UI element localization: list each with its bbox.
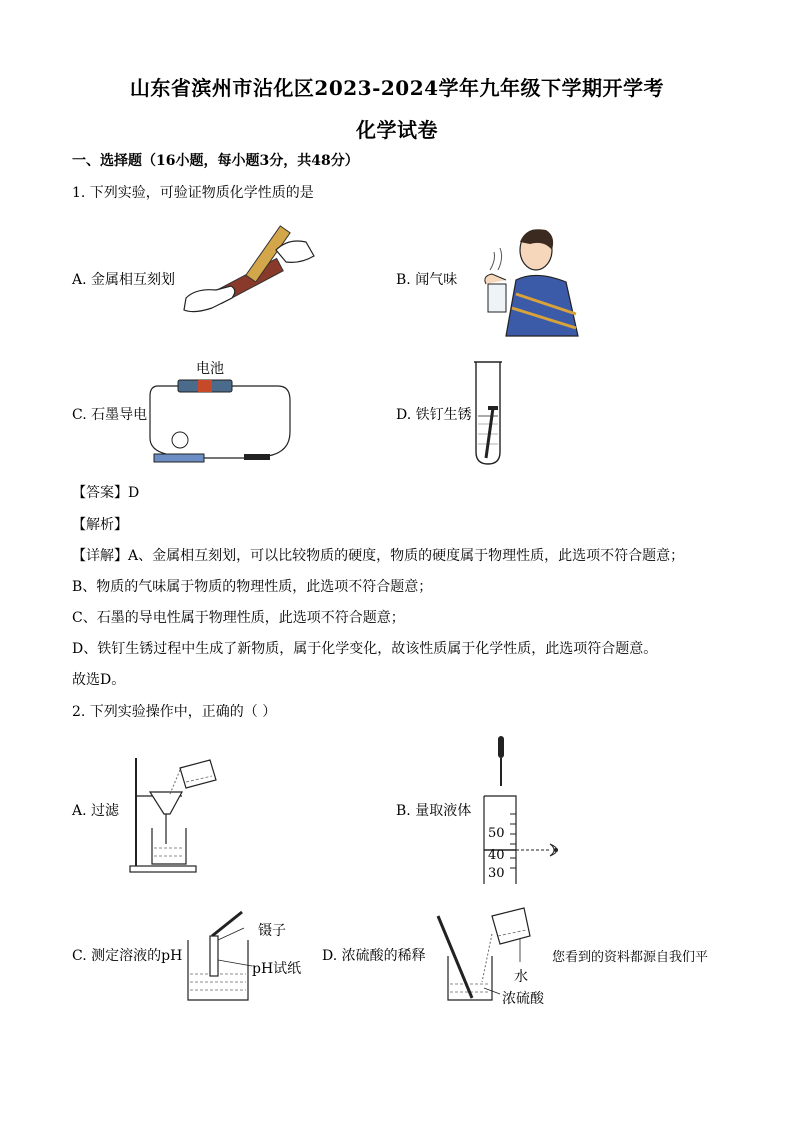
q2-stem: 2. 下列实验操作中，正确的（ ） — [72, 704, 277, 720]
cylinder-tick-30: 30 — [488, 866, 505, 881]
page-subtitle: 化学试卷 — [356, 118, 438, 142]
water-label: 水 — [514, 969, 528, 985]
watermark-text: 您看到的资料都源自我们平 — [552, 950, 709, 965]
q1-stem: 1. 下列实验，可验证物质化学性质的是 — [72, 185, 314, 201]
ph-paper-label: pH试纸 — [252, 961, 302, 977]
q1-analysis-tag: 【解析】 — [72, 517, 128, 533]
cylinder-tick-50: 50 — [488, 826, 505, 841]
section-heading: 一、选择题（16小题，每小题3分，共48分） — [72, 153, 359, 169]
q2-option-c: C. 测定溶液的pH — [72, 948, 183, 964]
detail-tag: 【详解】 — [72, 548, 128, 564]
answer-value: D — [128, 485, 140, 501]
detail-text: A、金属相互刻划，可以比较物质的硬度，物质的硬度属于物理性质，此选项不符合题意； — [128, 548, 685, 564]
q2-option-a: A. 过滤 — [72, 803, 120, 819]
q1-line-d: D、铁钉生锈过程中生成了新物质，属于化学变化，故该性质属于化学性质，此选项符合题意。 — [72, 641, 658, 657]
q1-option-a: A. 金属相互刻划 — [72, 272, 176, 288]
q1-option-c: C. 石墨导电 — [72, 407, 148, 423]
tweezers-label: 镊子 — [258, 923, 286, 939]
rust-nail-figure — [472, 360, 504, 466]
q1-line-c: C、石墨的导电性属于物理性质，此选项不符合题意； — [72, 610, 405, 626]
page-title: 山东省滨州市沾化区2023-2024学年九年级下学期开学考 — [129, 76, 665, 100]
q2-option-b: B. 量取液体 — [396, 803, 472, 819]
smell-figure — [486, 224, 582, 340]
acid-label: 浓硫酸 — [502, 991, 544, 1007]
ph-test-figure — [186, 910, 252, 1002]
q2-option-d: D. 浓硫酸的稀释 — [322, 948, 426, 964]
filtration-figure — [126, 752, 222, 876]
metal-scratch-figure — [176, 228, 316, 324]
q1-option-b: B. 闻气味 — [396, 272, 458, 288]
circuit-figure — [148, 378, 294, 468]
q1-answer — [72, 484, 139, 502]
answer-tag: 【答案】 — [72, 485, 128, 501]
cylinder-tick-40: 40 — [488, 848, 505, 863]
q1-option-d: D. 铁钉生锈 — [396, 407, 472, 423]
battery-label: 电池 — [196, 361, 224, 377]
q1-conclusion: 故选D。 — [72, 672, 126, 688]
q1-line-b: B、物质的气味属于物质的物理性质，此选项不符合题意； — [72, 579, 433, 595]
q1-detail — [72, 547, 684, 565]
